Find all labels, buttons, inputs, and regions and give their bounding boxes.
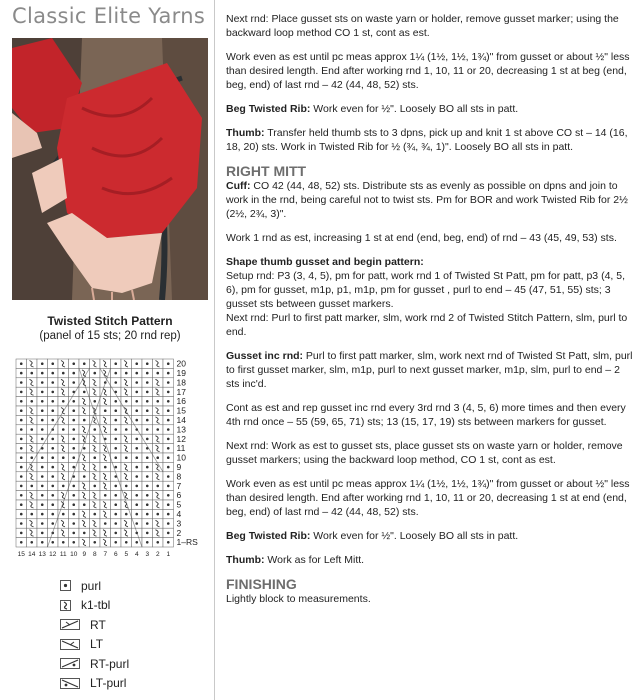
purl-mark (41, 456, 44, 459)
purl-mark (146, 409, 149, 412)
paragraph-heading: Cuff: (226, 180, 251, 192)
legend-label: purl (81, 578, 102, 593)
purl-mark (114, 409, 117, 412)
purl-mark (83, 419, 86, 422)
purl-mark (156, 400, 159, 403)
purl-mark (146, 362, 149, 365)
purl-mark (146, 456, 149, 459)
purl-mark (62, 513, 65, 516)
paragraph: Cont as est and rep gusset inc rnd every 3rd rnd 3 (4, 5, 6) more times and then every 4th rnd once – 55 (59, 65, 71) sts; 13 (15, 17, 19) sts between markers for gusset. (226, 402, 626, 428)
purl-mark (30, 372, 33, 375)
purl-mark (41, 494, 44, 497)
purl-mark (41, 522, 44, 525)
purl-mark (114, 419, 117, 422)
purl-mark (167, 438, 170, 441)
chart-row-number: 15 (176, 405, 186, 416)
purl-mark (41, 503, 44, 506)
purl-mark (125, 456, 128, 459)
purl-mark (20, 438, 23, 441)
purl-mark (167, 409, 170, 412)
chart-col-number: 12 (49, 551, 57, 558)
purl-mark (72, 372, 75, 375)
purl-mark (51, 494, 54, 497)
purl-mark (83, 503, 86, 506)
paragraph-heading: Thumb: (226, 127, 265, 139)
purl-mark (72, 522, 75, 525)
purl-mark (51, 372, 54, 375)
purl-mark (72, 503, 75, 506)
purl-mark (72, 466, 75, 469)
purl-mark (51, 381, 54, 384)
purl-mark (104, 466, 107, 469)
legend-item (60, 615, 129, 635)
purl-mark (93, 456, 96, 459)
chart-subtitle: (panel of 15 sts; 20 rnd rep) (39, 330, 181, 342)
purl-mark (20, 475, 23, 478)
purl-mark (72, 456, 75, 459)
purl-mark (72, 362, 75, 365)
purl-mark (20, 381, 23, 384)
purl-mark (135, 503, 138, 506)
purl-mark (167, 503, 170, 506)
purl-mark (72, 447, 75, 450)
purl-mark (20, 428, 23, 431)
purl-mark (114, 522, 117, 525)
paragraph: Thumb: Transfer held thumb sts to 3 dpns, pick up and knit 1 st above CO st – 14 (16, 18, 20) sts. Work in Twisted Rib for ½ (¾, ¾, 1)". Loosely BO all sts in patt. (226, 127, 628, 153)
purl-mark (93, 541, 96, 544)
k1-tbl-symbol-icon (60, 600, 71, 611)
purl-mark (41, 381, 44, 384)
purl-mark (93, 400, 96, 403)
purl-mark (20, 522, 23, 525)
purl-mark (135, 447, 138, 450)
purl-mark (93, 372, 96, 375)
purl-mark (51, 466, 54, 469)
purl-mark (135, 409, 138, 412)
purl-mark (20, 494, 23, 497)
purl-mark (135, 362, 138, 365)
chart-col-number: 2 (155, 551, 160, 558)
chart-row-number: 17 (176, 386, 186, 397)
purl-mark (146, 532, 149, 535)
rt-purl-symbol-icon (60, 658, 80, 669)
purl-mark (125, 485, 128, 488)
paragraph: Work even as est until pc meas approx 1¼ (1½, 1½, 1¾)" from gusset or about ½" less than desired length. End after working rnd 1, 10, 11 or 20, decreasing 1 st at beg (end, beg, end) of last rnd – 42 (44, 48, 52) sts. (226, 51, 630, 91)
chart-row-number: 4 (176, 509, 182, 519)
purl-mark (41, 409, 44, 412)
purl-mark (62, 428, 65, 431)
purl-mark (114, 400, 117, 403)
purl-mark (20, 485, 23, 488)
brand-title: Classic Elite Yarns (12, 4, 206, 28)
paragraph: Beg Twisted Rib: Work even for ½". Loosely BO all sts in patt. (226, 103, 519, 115)
chart-row-number: 9 (176, 462, 182, 472)
purl-mark (62, 372, 65, 375)
paragraph-heading: Beg Twisted Rib: (226, 530, 311, 542)
chart-col-number: 4 (134, 551, 139, 558)
purl-mark (72, 485, 75, 488)
purl-mark (62, 400, 65, 403)
purl-mark (135, 513, 138, 516)
legend-label: LT (90, 637, 104, 652)
purl-mark (114, 381, 117, 384)
purl-mark (135, 391, 138, 394)
paragraph: Beg Twisted Rib: Work even for ½". Loosely BO all sts in patt. (226, 530, 519, 542)
purl-mark (20, 541, 23, 544)
purl-mark (51, 409, 54, 412)
purl-mark (41, 485, 44, 488)
purl-mark (20, 419, 23, 422)
purl-mark (83, 475, 86, 478)
legend-item (60, 674, 129, 694)
chart-row-number: 12 (176, 433, 186, 444)
chart-row-number: 5 (176, 499, 182, 510)
chart-row-number: 8 (176, 471, 182, 482)
legend-item (60, 596, 129, 616)
purl-mark (83, 362, 86, 365)
chart-row-number: 11 (176, 443, 186, 454)
paragraph: Gusset inc rnd: Purl to first patt marker, slm, work next rnd of Twisted St Patt, slm, purl to first gusset marker, slm, m1p, purl to next gusset marker, m1p, slm, purl to end – 2 sts inc'd. (226, 350, 633, 390)
chart-col-number: 6 (113, 551, 118, 558)
paragraph: Lightly block to measurements. (226, 593, 371, 605)
purl-mark (167, 513, 170, 516)
purl-mark (146, 400, 149, 403)
purl-mark (41, 466, 44, 469)
purl-mark (83, 447, 86, 450)
purl-mark (51, 475, 54, 478)
purl-mark (167, 372, 170, 375)
purl-mark (72, 428, 75, 431)
purl-mark (114, 456, 117, 459)
purl-mark (41, 438, 44, 441)
chart-col-number: 3 (145, 551, 150, 558)
purl-mark (72, 381, 75, 384)
purl-mark (146, 466, 149, 469)
purl-mark (135, 466, 138, 469)
purl-mark (41, 372, 44, 375)
purl-mark (125, 428, 128, 431)
paragraph-heading: Gusset inc rnd: (226, 350, 304, 362)
purl-mark (135, 372, 138, 375)
purl-mark (51, 503, 54, 506)
purl-mark (146, 419, 149, 422)
chart-row-number: 2 (176, 527, 182, 538)
purl-mark (167, 456, 170, 459)
purl-mark (20, 391, 23, 394)
section-heading-right-mitt: RIGHT MITT (226, 163, 307, 179)
chart-row-number: 14 (176, 415, 186, 425)
purl-mark (156, 541, 159, 544)
paragraph (226, 255, 636, 269)
purl-mark (135, 381, 138, 384)
purl-mark (20, 466, 23, 469)
purl-mark (20, 513, 23, 516)
purl-mark (41, 541, 44, 544)
paragraph: Work even as est until pc meas approx 1¼ (1½, 1½, 1¾)" from gusset or about ½" less than desired length. End after working rnd 1, 10, 11 or 20, decreasing 1 st at end (end, beg, end) of last rnd – 42 (44, 48, 52) sts. (226, 478, 630, 518)
chart-col-number: 14 (28, 551, 36, 558)
purl-mark (135, 400, 138, 403)
purl-mark (135, 522, 138, 525)
purl-mark (41, 532, 44, 535)
purl-mark (72, 532, 75, 535)
purl-mark (51, 400, 54, 403)
chart-col-number: 13 (38, 551, 46, 558)
purl-mark (146, 475, 149, 478)
chart-row-number: 13 (176, 424, 186, 435)
purl-mark (62, 456, 65, 459)
purl-mark (135, 438, 138, 441)
purl-mark (30, 400, 33, 403)
pattern-instructions (226, 12, 636, 616)
purl-mark (72, 409, 75, 412)
paragraph: Next rnd: Place gusset sts on waste yarn or holder, remove gusset marker; using the backward loop method CO 1 st, cont as est. (226, 13, 619, 39)
purl-mark (20, 362, 23, 365)
purl-mark (146, 494, 149, 497)
chart-col-number: 11 (59, 551, 67, 558)
paragraph: Thumb: Work as for Left Mitt. (226, 554, 365, 566)
purl-mark (167, 475, 170, 478)
purl-mark (114, 438, 117, 441)
purl-mark (41, 475, 44, 478)
purl-mark (167, 532, 170, 535)
chart-col-number: 8 (92, 551, 97, 558)
purl-mark (114, 494, 117, 497)
purl-mark (135, 494, 138, 497)
purl-mark (146, 428, 149, 431)
chart-row-number: 16 (176, 396, 186, 407)
legend-item (60, 635, 129, 655)
purl-mark (135, 541, 138, 544)
purl-mark (41, 428, 44, 431)
legend-label: LT-purl (90, 676, 127, 691)
purl-mark (51, 447, 54, 450)
purl-mark (114, 503, 117, 506)
purl-mark (125, 400, 128, 403)
purl-mark (30, 428, 33, 431)
purl-mark (156, 513, 159, 516)
legend-item (60, 654, 129, 674)
purl-mark (167, 541, 170, 544)
purl-mark (146, 485, 149, 488)
purl-mark (72, 541, 75, 544)
purl-mark (125, 541, 128, 544)
purl-mark (72, 419, 75, 422)
purl-mark (20, 372, 23, 375)
purl-mark (135, 456, 138, 459)
purl-mark (156, 456, 159, 459)
purl-mark (41, 513, 44, 516)
purl-mark (146, 541, 149, 544)
purl-mark (146, 372, 149, 375)
chart-row-number: 19 (176, 368, 186, 378)
purl-mark (30, 513, 33, 516)
purl-mark (93, 428, 96, 431)
paragraph: Work 1 rnd as est, increasing 1 st at end (end, beg, end) of rnd – 43 (45, 49, 53) sts. (226, 232, 617, 244)
chart-col-number: 5 (124, 551, 129, 558)
chart-row-number: 7 (176, 480, 182, 491)
purl-mark (51, 541, 54, 544)
purl-mark (114, 513, 117, 516)
purl-mark (93, 513, 96, 516)
purl-mark (156, 372, 159, 375)
paragraph: Setup rnd: P3 (3, 4, 5), pm for patt, work rnd 1 of Twisted St Patt, pm for patt, p3 (4, 5, 6), pm for gusset, m1p, p1, m1p, pm for gusset , purl to end – 45 (47, 51, 55) sts; 3 gusset sts between gusset markers. (226, 270, 625, 310)
purl-mark (20, 503, 23, 506)
paragraph-heading: Beg Twisted Rib: (226, 103, 311, 115)
chart-row-number: 20 (176, 358, 186, 369)
purl-mark (167, 419, 170, 422)
purl-mark (167, 522, 170, 525)
purl-mark (30, 541, 33, 544)
purl-mark (167, 485, 170, 488)
section-heading-finishing: FINISHING (226, 576, 297, 592)
chart-row-number: 18 (176, 377, 186, 388)
purl-mark (20, 400, 23, 403)
chart-row-number: 6 (176, 490, 182, 501)
column-divider (214, 0, 215, 700)
chart-row-number: 10 (176, 452, 186, 463)
purl-mark (114, 372, 117, 375)
purl-mark (104, 522, 107, 525)
purl-mark (114, 447, 117, 450)
purl-mark (135, 485, 138, 488)
purl-mark (125, 513, 128, 516)
legend-label: k1-tbl (81, 598, 111, 613)
rt-symbol-icon (60, 619, 80, 630)
purl-mark (167, 400, 170, 403)
purl-mark (83, 391, 86, 394)
purl-mark (41, 362, 44, 365)
purl-mark (62, 541, 65, 544)
purl-mark (72, 400, 75, 403)
purl-mark (167, 447, 170, 450)
purl-mark (167, 494, 170, 497)
chart-col-number: 1 (166, 551, 171, 558)
chart-col-number: 10 (70, 551, 78, 558)
paragraph: Next rnd: Work as est to gusset sts, place gusset sts on waste yarn or holder, remove gusset markers; using the backward loop method, CO 1 st, cont as est. (226, 440, 623, 466)
purl-mark (167, 381, 170, 384)
purl-mark (146, 522, 149, 525)
purl-mark (30, 456, 33, 459)
chart-legend (60, 576, 129, 693)
purl-mark (72, 494, 75, 497)
purl-mark (41, 400, 44, 403)
lt-symbol-icon (60, 639, 80, 650)
purl-mark (114, 362, 117, 365)
purl-mark (51, 513, 54, 516)
purl-mark (51, 456, 54, 459)
chart-row-number: 3 (176, 518, 182, 529)
purl-mark (146, 391, 149, 394)
purl-mark (93, 485, 96, 488)
purl-mark (114, 428, 117, 431)
paragraph-heading: Shape thumb gusset and begin pattern: (226, 256, 424, 268)
legend-label: RT (90, 617, 106, 632)
purl-mark (51, 419, 54, 422)
purl-mark (135, 475, 138, 478)
paragraph-heading: Thumb: (226, 554, 265, 566)
chart-title: Twisted Stitch Pattern (47, 314, 173, 328)
lt-purl-symbol-icon (60, 678, 80, 689)
purl-mark (20, 532, 23, 535)
legend-item (60, 576, 129, 596)
paragraph: Next rnd: Purl to first patt marker, slm, work rnd 2 of Twisted Stitch Pattern, slm, purl to end. (226, 312, 628, 338)
purl-mark (114, 541, 117, 544)
purl-mark (125, 372, 128, 375)
purl-mark (72, 438, 75, 441)
purl-mark (62, 485, 65, 488)
purl-mark (167, 362, 170, 365)
purl-mark (72, 513, 75, 516)
purl-mark (20, 447, 23, 450)
purl-mark (30, 485, 33, 488)
legend-label: RT-purl (90, 656, 130, 671)
purl-symbol-icon (60, 580, 71, 591)
purl-mark (83, 532, 86, 535)
purl-mark (167, 391, 170, 394)
purl-mark (156, 485, 159, 488)
purl-mark (20, 456, 23, 459)
purl-mark (114, 466, 117, 469)
chart-col-number: 9 (82, 551, 87, 558)
purl-mark (104, 494, 107, 497)
purl-mark (20, 409, 23, 412)
purl-mark (41, 391, 44, 394)
stitch-chart (14, 356, 214, 575)
purl-mark (156, 428, 159, 431)
purl-mark (51, 522, 54, 525)
purl-mark (146, 381, 149, 384)
purl-mark (167, 466, 170, 469)
purl-mark (146, 503, 149, 506)
purl-mark (146, 513, 149, 516)
purl-mark (51, 362, 54, 365)
purl-mark (135, 419, 138, 422)
purl-mark (167, 428, 170, 431)
chart-col-number: 7 (103, 551, 108, 558)
paragraph: Cuff: CO 42 (44, 48, 52) sts. Distribute sts as evenly as possible on dpns and join to work in the rnd, being careful not to twist sts. Pm for BOR and work Twisted Rib for 2½ (2½, 2¾, 3)". (226, 180, 628, 220)
purl-mark (114, 485, 117, 488)
purl-mark (51, 485, 54, 488)
chart-col-number: 15 (17, 551, 25, 558)
purl-mark (114, 532, 117, 535)
purl-mark (41, 419, 44, 422)
purl-mark (51, 438, 54, 441)
chart-row-number: 1–RS (176, 537, 198, 548)
purl-mark (104, 409, 107, 412)
purl-mark (51, 391, 54, 394)
purl-mark (146, 438, 149, 441)
mitts-photo (12, 38, 208, 300)
